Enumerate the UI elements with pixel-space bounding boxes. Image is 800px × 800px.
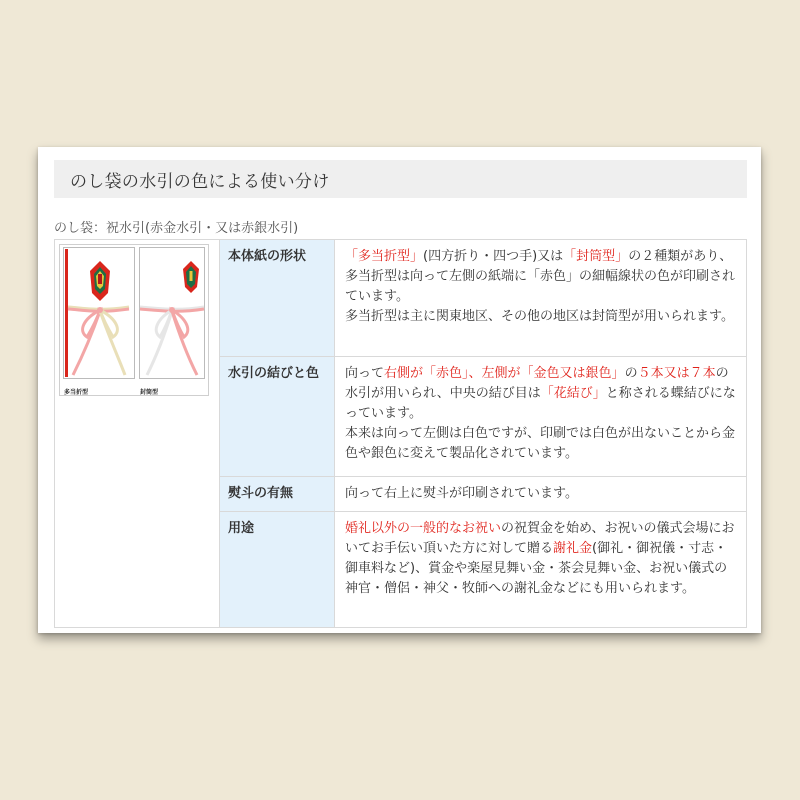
content-card: [38, 147, 761, 633]
section-title: のし袋の水引の色による使い分け: [70, 171, 330, 192]
highlight-text: 謝礼金: [553, 540, 593, 556]
table-row: [55, 240, 747, 357]
section-header: [54, 160, 747, 198]
highlight-text: 「花結び」: [540, 386, 606, 402]
futo-envelope-illustration: [139, 247, 205, 379]
body-text: と称される蝶結びになっています。: [345, 386, 736, 422]
body-text: 本来は向って左側は白色ですが、印刷では白色が出ないことから金色や銀色に変えて製品化されています。: [345, 426, 736, 462]
highlight-text: 左側が「金色又は銀色」: [481, 366, 625, 382]
highlight-text: 右側が「赤色」: [384, 366, 469, 382]
row-label: 熨斗の有無: [220, 477, 335, 512]
highlight-text: 「多当折型」: [345, 249, 424, 264]
row-label: 用途: [220, 511, 335, 627]
body-text: 向って右上に熨斗が印刷されています。: [345, 486, 578, 502]
body-text: の２種類があり、多当折型は向って左側の紙端に「赤色」の細幅線状の色が印刷されています。: [345, 249, 736, 304]
image-cell: [55, 240, 220, 628]
row-desc: [335, 357, 747, 477]
body-text: の: [624, 366, 638, 382]
tatou-envelope-illustration: [63, 247, 135, 379]
highlight-text: 婚礼以外の一般的なお祝い: [345, 520, 502, 536]
highlight-text: 、: [468, 366, 482, 382]
noshi-image: [59, 244, 209, 396]
body-text: (御礼・御祝儀・寸志・御車料など)、賞金や楽屋見舞い金・茶会見舞い金、お祝い儀式の神官・僧侶・神父・牧師への謝礼金などにも用いられます。: [345, 540, 728, 596]
info-table: [54, 239, 747, 628]
row-label: 本体紙の形状: [220, 240, 335, 357]
row-desc: [335, 511, 747, 627]
body-text: の水引が用いられ、中央の結び目は: [345, 366, 729, 402]
row-label: 水引の結びと色: [220, 357, 335, 477]
highlight-text: 「封筒型」: [563, 249, 629, 264]
body-text: 多当折型は主に関東地区、その他の地区は封筒型が用いられます。: [345, 309, 734, 324]
highlight-text: ５本又は７本: [637, 366, 716, 382]
row-desc: [335, 477, 747, 512]
tatou-label: 多当折型: [64, 389, 89, 396]
body-text: の祝賀金を始め、お祝いの儀式会場においてお手伝い頂いた方に対して贈る: [345, 520, 735, 556]
futo-label: 封筒型: [140, 389, 159, 396]
subtitle: のし袋：祝水引(赤金水引・又は赤銀水引): [54, 221, 299, 236]
row-desc: [335, 240, 747, 357]
body-text: 向って: [345, 366, 385, 382]
body-text: (四方折り・四つ手)又は: [423, 249, 564, 264]
